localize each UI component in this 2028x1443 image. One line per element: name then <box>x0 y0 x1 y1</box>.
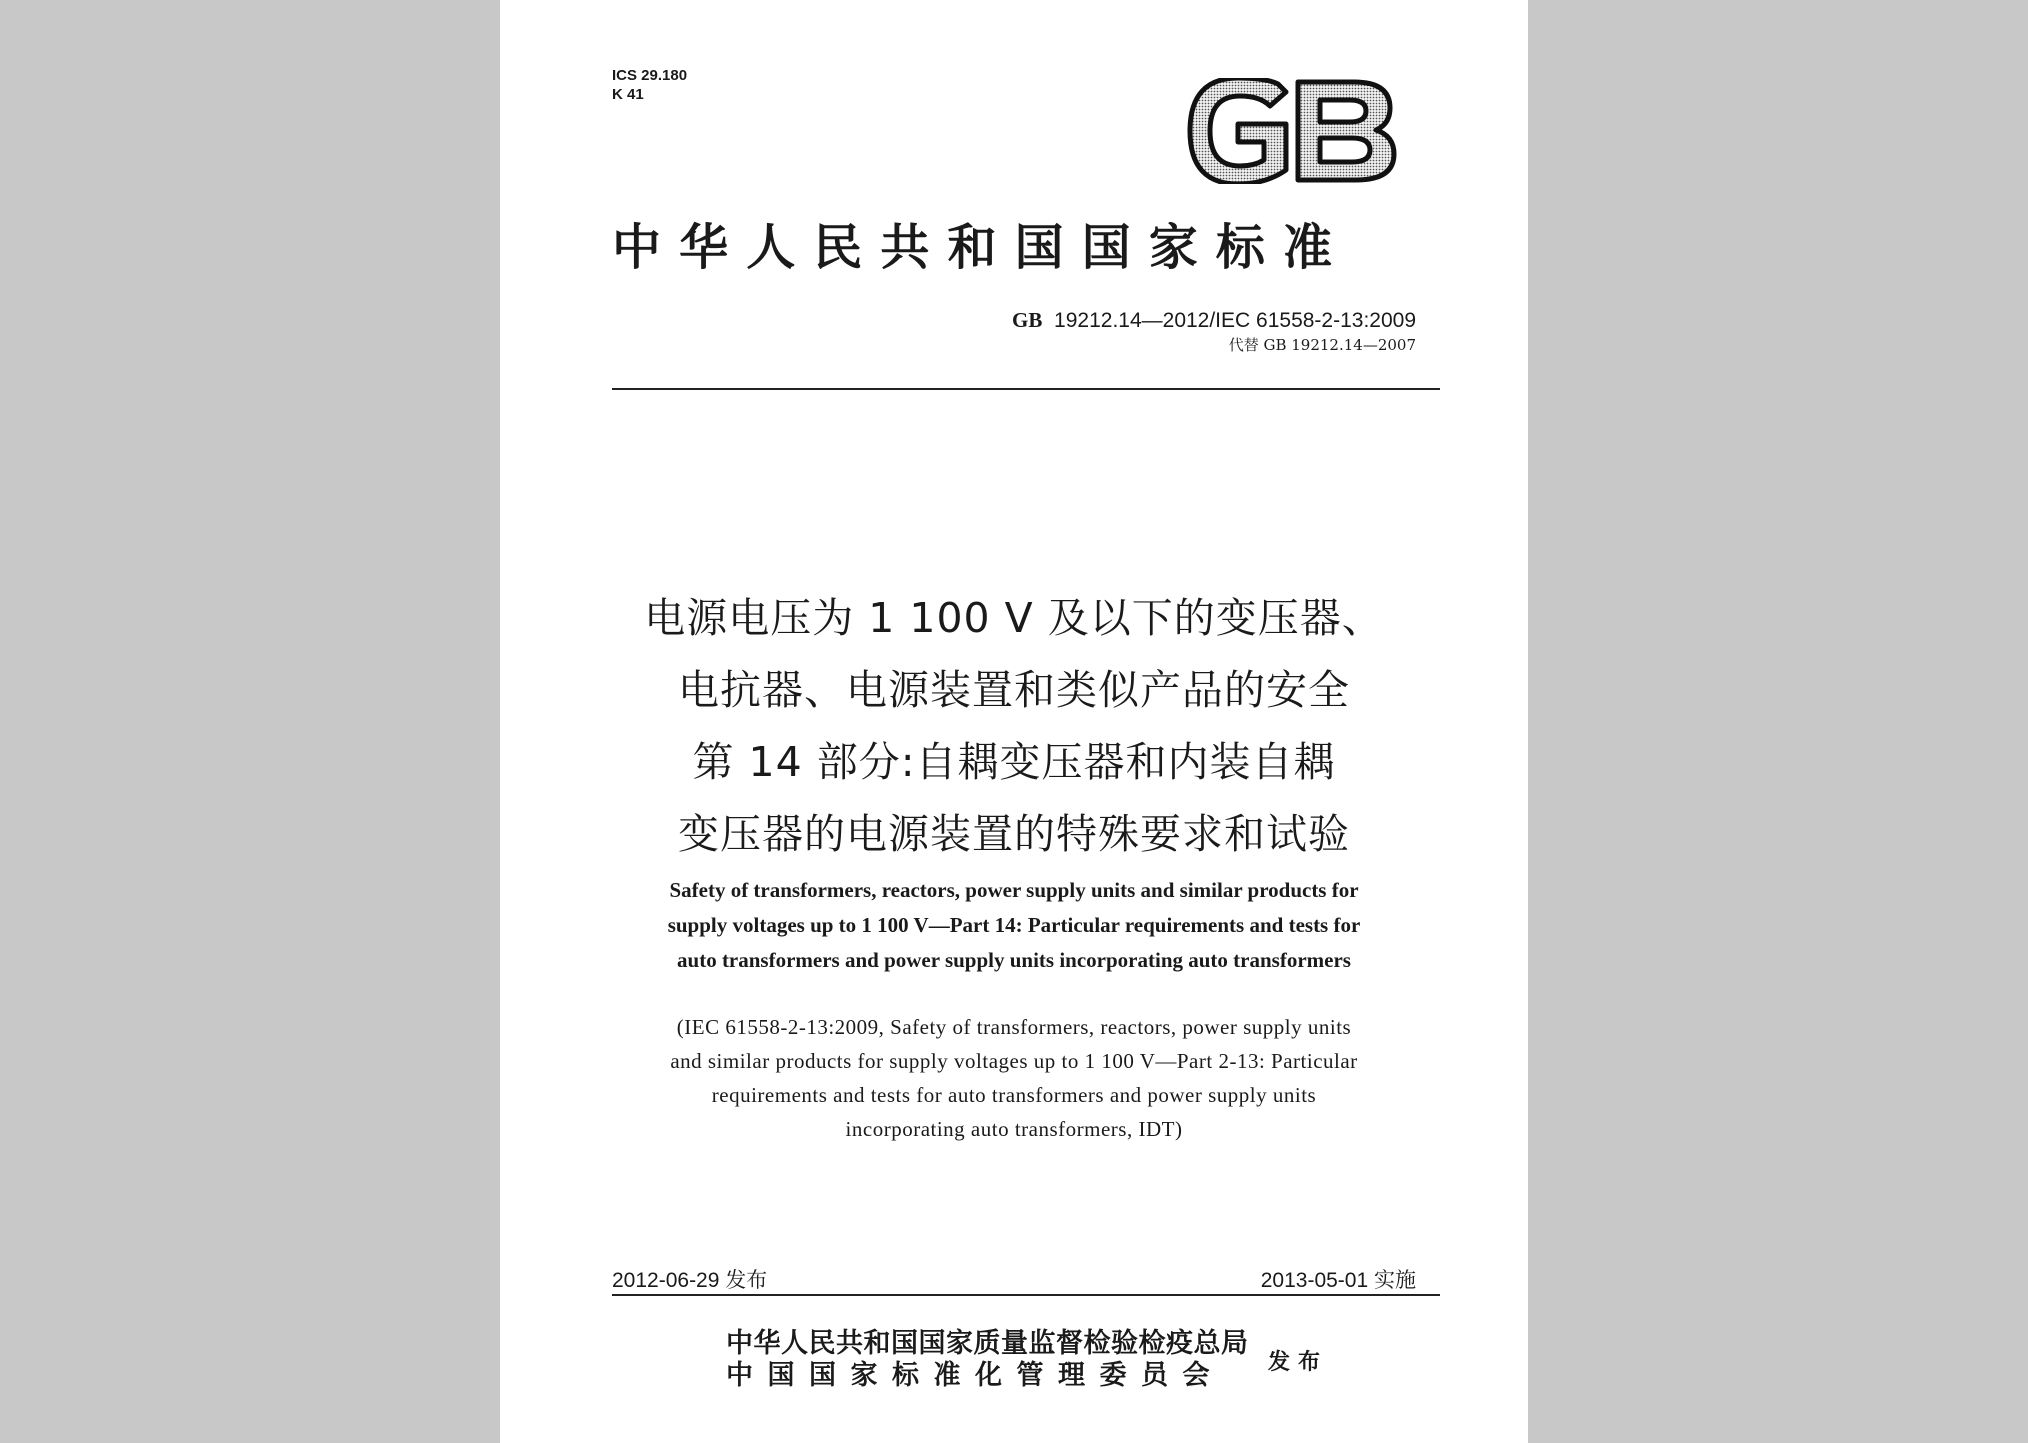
ics-code: ICS 29.180 <box>612 67 688 84</box>
english-title-line: supply voltages up to 1 100 V—Part 14: Particular requirements and tests for <box>667 913 1361 937</box>
issue-date: 2012-06-29 发布 <box>612 1269 768 1292</box>
bottom-divider <box>612 1294 1440 1296</box>
english-title-line: auto transformers and power supply units incorporating auto transformers <box>677 948 1351 972</box>
english-title-line: Safety of transformers, reactors, power supply units and similar products for <box>669 878 1359 902</box>
top-divider <box>612 388 1440 390</box>
chinese-title <box>550 582 1478 870</box>
standard-cover-page <box>500 0 1528 1443</box>
standard-designation <box>1012 308 1416 333</box>
chinese-title-line: 变压器的电源装置的特殊要求和试验 <box>678 810 1350 858</box>
issuer-aqsiq: 中华人民共和国国家质量监督检验检疫总局 <box>726 1328 1249 1359</box>
designation-number: 19212.14—2012/IEC 61558-2-13:2009 <box>1054 309 1416 332</box>
gb-logo <box>1186 78 1398 184</box>
issuer-sac: 中国国家标准化管理委员会 <box>726 1360 1224 1391</box>
chinese-title-line: 电抗器、电源装置和类似产品的安全 <box>678 666 1350 714</box>
iec-note-line: and similar products for supply voltages up to 1 100 V—Part 2-13: Particular <box>670 1049 1358 1073</box>
ccs-code: K 41 <box>612 86 644 103</box>
chinese-title-line: 第 14 部分:自耦变压器和内装自耦 <box>692 738 1336 786</box>
chinese-title-line: 电源电压为 1 100 V 及以下的变压器、 <box>644 594 1384 642</box>
publish-label: 发布 <box>1268 1349 1329 1375</box>
replaces-standard: 代替 GB 19212.14—2007 <box>1228 336 1416 354</box>
standard-category-title: 中华人民共和国国家标准 <box>612 218 1342 276</box>
designation-prefix: GB <box>1012 308 1043 332</box>
iec-note-line: requirements and tests for auto transformers and power supply units <box>711 1083 1317 1107</box>
implementation-date: 2013-05-01 实施 <box>1260 1269 1416 1292</box>
iec-equivalence-note <box>540 1010 1488 1146</box>
issuing-organizations <box>726 1328 1249 1392</box>
iec-note-line: incorporating auto transformers, IDT) <box>845 1117 1183 1141</box>
classification-codes <box>612 66 687 104</box>
iec-note-line: (IEC 61558-2-13:2009, Safety of transformers, reactors, power supply units <box>676 1015 1352 1039</box>
english-title <box>540 873 1488 978</box>
